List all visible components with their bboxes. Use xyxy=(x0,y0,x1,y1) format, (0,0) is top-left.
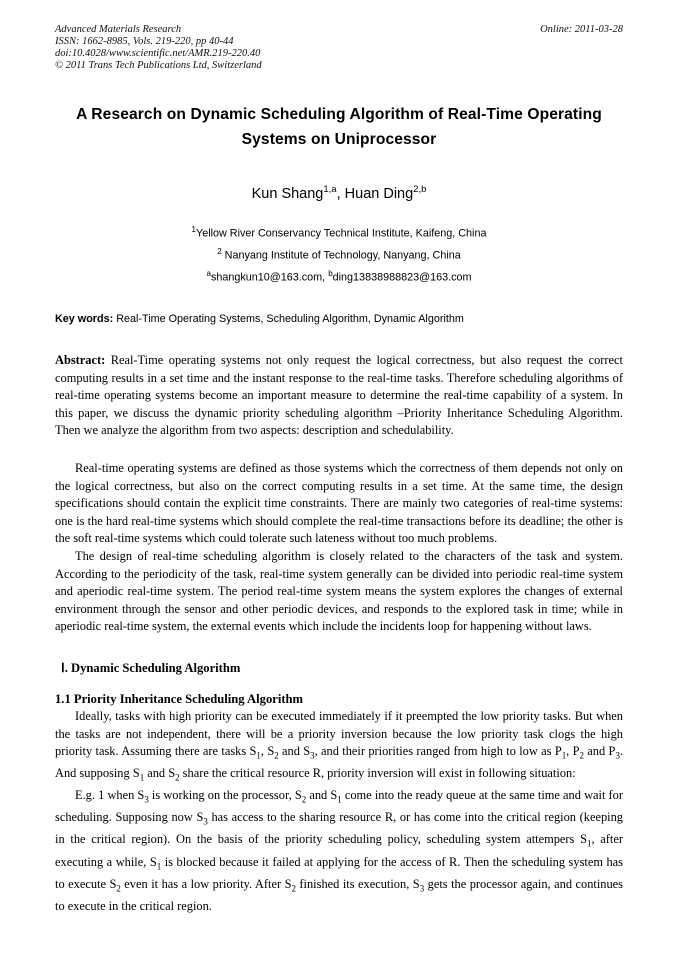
body-paragraph-1: Real-time operating systems are defined as those systems which the correctness of them depends not only on the logical correctness, but also on the correct computing results in a set time. At the same time, the design specifications should contain the explicit time constraints. There are mainly two categories of real-time systems: one is the hard real-time systems which should complete the real-time transactions before its deadline; the other is the soft real-time systems which could tolerate such lateness without too much problems. xyxy=(55,461,623,546)
keywords-line xyxy=(55,312,623,327)
subscript: 1 xyxy=(337,794,342,805)
text-run: finished its execution, S xyxy=(295,876,420,891)
text-run: even it has a low priority. After S xyxy=(120,876,292,891)
author-affiliation-marker-2: 2,b xyxy=(413,184,427,195)
author-affiliation-marker-1: 1,a xyxy=(323,184,337,195)
affiliation-text-1: Yellow River Conservancy Technical Institute, Kaifeng, China xyxy=(195,227,487,240)
keywords-value: Real-Time Operating Systems, Scheduling Algorithm, Dynamic Algorithm xyxy=(113,313,464,326)
author-emails xyxy=(55,265,623,287)
text-run: , after executing a while, S xyxy=(55,832,624,869)
section-heading-1: Ⅰ. Dynamic Scheduling Algorithm xyxy=(61,661,241,676)
affiliation-marker-1: 1 xyxy=(191,224,196,234)
keywords-label: Key words: xyxy=(55,313,114,326)
email-marker-b: b xyxy=(328,269,333,279)
page-title: A Research on Dynamic Scheduling Algorithm of Real-Time Operating Systems on Uniprocessor xyxy=(76,106,602,148)
affiliation-marker-2: 2 xyxy=(217,246,222,256)
subscript: 3 xyxy=(419,883,425,894)
affiliation-2 xyxy=(55,243,623,265)
text-run: , S xyxy=(260,744,275,759)
author-name-2: Huan Ding xyxy=(344,185,414,202)
email-text-a: shangkun10@163.com, xyxy=(210,271,329,284)
journal-header xyxy=(55,24,623,80)
text-run: , P xyxy=(566,744,580,759)
subscript: 2 xyxy=(301,794,307,805)
abstract-text: Real-Time operating systems not only request the logical correctness, but also request the correct computing results in a set time and the instant response to the real-time tasks. Therefore scheduling algorithms of real-time operating systems become an important measure to determine the real-time capability of a system. In this paper, we discuss the dynamic priority scheduling algorithm –Priority Inheritance Scheduling Algorithm. Then we analyze the algorithm from two aspects: description and schedulability. xyxy=(55,353,623,438)
body-paragraph-2: The design of real-time scheduling algorithm is closely related to the characters of the task and system. According to the periodicity of the task, real-time system generally can be divided into periodic real-time system and aperiodic real-time system. The period real-time system means the system explores the changes of external environment through the sensor and other periodic devices, and responds to the explored task in time; while in aperiodic real-time system, the external events which include the incidents loop for happening without laws. xyxy=(55,549,623,634)
text-run: has access to the sharing resource R, or has come into the critical region (keeping in the critical region). On the basis of the priority scheduling policy, scheduling system attempers S xyxy=(55,810,623,847)
journal-issn: ISSN: 1662-8985, Vols. 219-220, pp 40-44 xyxy=(55,35,234,47)
text-run: is blocked because it failed at applying for the access of R. Then the scheduling system has to execute S xyxy=(55,854,624,891)
text-run: Ideally, tasks with high priority can be executed immediately if it preempted the low priority tasks. But when the tasks are not independent, there will be a priority inversion because the low priority task clogs the high priority task. Assuming there are tasks S xyxy=(55,709,623,759)
email-text-b: ding13838988823@163.com xyxy=(332,271,472,284)
journal-header-left xyxy=(55,24,262,72)
text-run: gets the processor again, and continues to execute in the critical region. xyxy=(55,876,623,913)
subscript: 3 xyxy=(203,816,208,827)
subscript: 3 xyxy=(144,794,149,805)
text-run: is working on the processor, S xyxy=(148,788,302,803)
subscript: 2 xyxy=(291,883,296,894)
text-run: and S xyxy=(278,744,311,759)
subscript: 1 xyxy=(139,772,145,783)
subscript: 1 xyxy=(587,838,592,849)
text-run: . And supposing S xyxy=(55,744,623,781)
author-list xyxy=(55,181,623,203)
subscript: 2 xyxy=(274,750,279,761)
online-date: Online: 2011-03-28 xyxy=(540,24,623,35)
affiliation-text-2: Nanyang Institute of Technology, Nanyang, China xyxy=(221,249,461,262)
text-run: and P xyxy=(583,744,616,759)
journal-copyright: © 2011 Trans Tech Publications Ltd, Switzerland xyxy=(55,59,262,71)
subscript: 1 xyxy=(561,750,567,761)
author-separator: , xyxy=(336,185,345,202)
journal-doi: doi:10.4028/www.scientific.net/AMR.219-220.40 xyxy=(55,47,261,59)
abstract-label: Abstract: xyxy=(55,353,106,368)
affiliation-block xyxy=(55,221,623,287)
subscript: 2 xyxy=(175,772,180,783)
section-1-1-paragraph-2 xyxy=(55,787,623,915)
journal-name: Advanced Materials Research xyxy=(55,24,182,35)
text-run: and S xyxy=(306,788,338,803)
text-run: E.g. 1 when S xyxy=(75,788,145,803)
subscript: 1 xyxy=(156,860,162,871)
subscript: 1 xyxy=(256,750,261,761)
email-marker-a: a xyxy=(206,269,211,279)
subscript: 2 xyxy=(579,750,584,761)
subsection-heading-1-1: 1.1 Priority Inheritance Scheduling Algorithm xyxy=(55,692,304,707)
section-1-1-paragraph-1 xyxy=(55,708,623,787)
affiliation-1 xyxy=(55,221,623,243)
subscript: 3 xyxy=(310,750,315,761)
text-run: share the critical resource R, priority inversion will exist in following situation: xyxy=(179,766,576,781)
subscript: 2 xyxy=(116,883,121,894)
text-run: come into the ready queue at the same time and wait for scheduling. Supposing now S xyxy=(55,788,624,825)
text-run: and S xyxy=(144,766,176,781)
abstract-block xyxy=(55,352,623,440)
body-content xyxy=(55,460,623,636)
author-name-1: Kun Shang xyxy=(251,185,324,202)
text-run: , and their priorities ranged from high to low as P xyxy=(314,744,562,759)
subscript: 3 xyxy=(615,750,620,761)
